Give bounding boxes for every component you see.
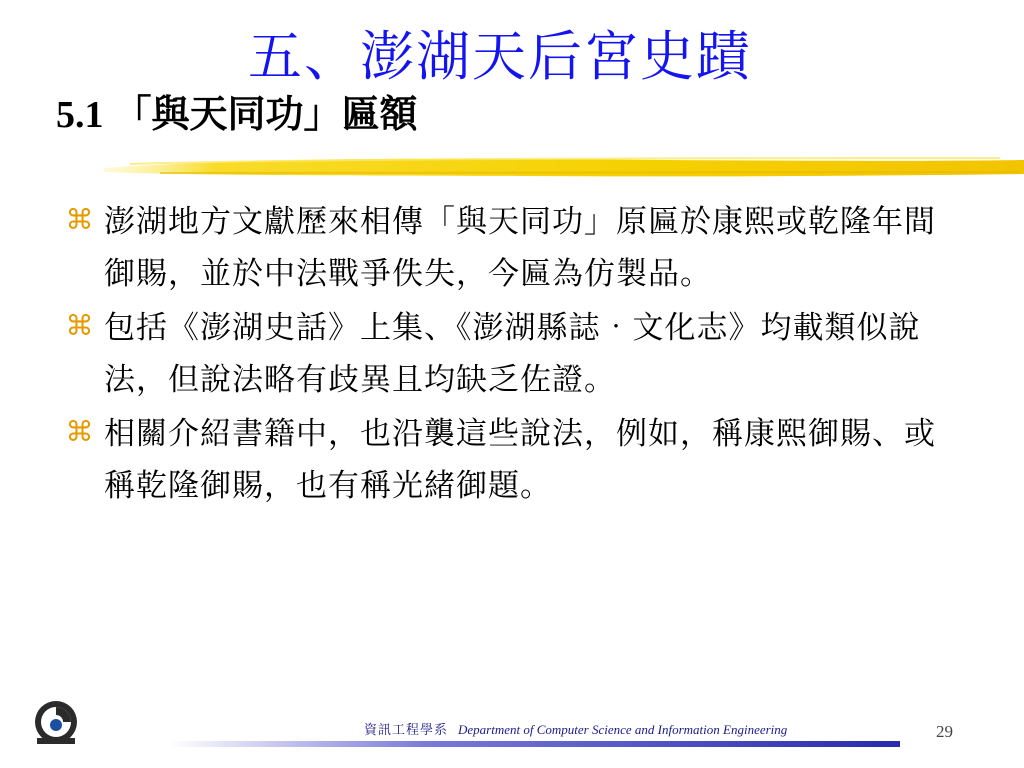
slide-subtitle bbox=[56, 90, 418, 139]
command-icon: ⌘ bbox=[65, 309, 95, 342]
bullet-text: 澎湖地方文獻歷來相傳「與天同功」原匾於康熙或乾隆年間御賜，並於中法戰爭佚失，今匾為仿製品。 bbox=[104, 204, 936, 292]
bullet-list bbox=[62, 196, 942, 514]
brush-stroke-divider bbox=[100, 150, 1024, 184]
department-name-zh: 資訊工程學系 bbox=[364, 723, 449, 738]
slide-title: 五、澎湖天后宮史蹟 bbox=[248, 25, 752, 88]
footer-bar bbox=[170, 741, 900, 747]
subtitle-number: 5.1 bbox=[56, 94, 104, 136]
bullet-item bbox=[62, 302, 942, 406]
department-name-en: Department of Computer Science and Information Engineering bbox=[458, 722, 788, 737]
university-logo-icon bbox=[32, 698, 80, 746]
bullet-text: 包括《澎湖史話》上集、《澎湖縣誌‧文化志》均載類似說法，但說法略有歧異且均缺乏佐證。 bbox=[104, 310, 921, 398]
command-icon: ⌘ bbox=[65, 203, 95, 236]
bullet-text: 相關介紹書籍中，也沿襲這些說法，例如，稱康熙御賜、或稱乾隆御賜，也有稱光緒御題。 bbox=[104, 416, 936, 504]
command-icon: ⌘ bbox=[65, 415, 95, 448]
subtitle-text: 「與天同功」匾額 bbox=[113, 91, 418, 136]
footer-department bbox=[364, 721, 787, 740]
bullet-item bbox=[62, 408, 942, 512]
page-number: 29 bbox=[936, 722, 953, 741]
bullet-item bbox=[62, 196, 942, 300]
